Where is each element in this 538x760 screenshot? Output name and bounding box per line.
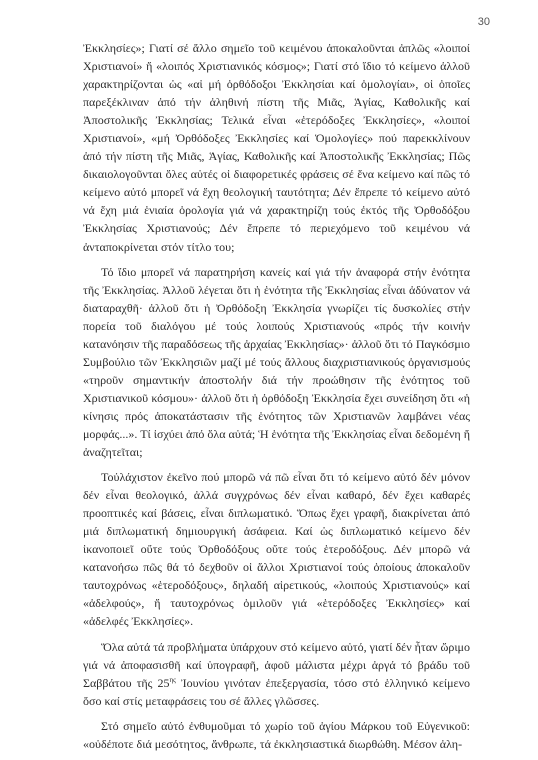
paragraph-1: Ἐκκλησίες»; Γιατί σέ ἄλλο σημεῖο τοῦ κειμένου ἀποκαλοῦνται ἁπλῶς «λοιποί Χριστιανοί» ἤ «λοιπός Χριστιανικός κόσμος»; Γιατί στό ἴδιο τό κείμενο ἀλλοῦ χαρακτηρίζονται ὡς «αἱ μή ὀρθόδοξοι Ἐκκλησίαι καί ὁμολογίαι», οἱ ὁποῖες παρεξέκλιναν ἀπό τήν ἀληθινή πίστη τῆς Μιᾶς, Ἁγίας, Καθολικῆς καί Ἀποστολικῆς Ἐκκλησίας; Τελικά εἶναι «ἑτερόδοξες Ἐκκλησίες», «λοιποί Χριστιανοί», «μή Ὀρθόδοξες Ἐκκλησίες καί Ὁμολογίες» πού παρεκκλίνουν ἀπό τήν πίστη τῆς Μιᾶς, Ἁγίας, Καθολικῆς καί Ἀποστολικῆς Ἐκκλησίας; Πῶς δικαιολογοῦνται ὅλες αὐτές οἱ διαφορετικές φράσεις σέ ἕνα κείμενο καί πῶς τό κείμενο αὐτό μπορεῖ νά ἔχη θεολογική ταυτότητα; Δέν ἔπρεπε τό κείμενο αὐτό νά ἔχη μιά ἑνιαία ὁρολογία γιά νά χαρακτηρίζη τούς ἐκτός τῆς Ὀρθοδόξου Ἐκκλησίας Χριστιανούς; Δέν ἔπρεπε τό περιεχόμενο τοῦ κειμένου νά ἀνταποκρίνεται στόν τίτλο του; [83,41,470,254]
paragraph-4 [83,638,470,710]
ordinal-superscript: ης [169,675,176,684]
body-text [83,39,470,760]
paragraph-3: Τοὐλάχιστον ἐκεῖνο πού μπορῶ νά πῶ εἶναι ὅτι τό κείμενο αὐτό δέν μόνον δέν εἶναι θεολογικό, ἀλλά συγχρόνως δέν εἶναι καθαρό, δέν ἔχει καθαρές προοπτικές καί βάσεις, εἶναι διπλωματικό. Ὅπως ἔχει γραφῆ, διακρίνεται ἀπό μιά διπλωματική δημιουργική ἀσάφεια. Καί ὡς διπλωματικό κείμενο δέν ἱκανοποιεῖ οὔτε τούς Ὀρθοδόξους οὔτε τούς ἑτεροδόξους. Δέν μπορῶ νά κατανοήσω πῶς θά τό δεχθοῦν οἱ ἄλλοι Χριστιανοί τούς ὁποίους ἀποκαλοῦν ταυτοχρόνως «ἑτεροδόξους», δηλαδή αἱρετικούς, «λοιπούς Χριστιανούς» καί «ἀδελφούς», ἤ ταυτοχρόνως ὁμιλοῦν γιά «ἑτερόδοξες Ἐκκλησίες» καί «ἀδελφές Ἐκκλησίες». [83,470,470,629]
paragraph-4-text-before: Ὅλα αὐτά τά προβλήματα ὑπάρχουν στό κείμενο αὐτό, γιατί δέν ἦταν ὥριμο γιά νά ἀποφασισθῆ καί ὑπογραφῆ, ἀφοῦ μάλιστα μέχρι ἀργά τό βράδυ τοῦ Σαββάτου τῆς 25 [83,639,470,690]
paragraph-4-text-after: Ἰουνίου γινόταν ἐπεξεργασία, τόσο στό ἑλληνικό κείμενο ὅσο καί στίς μεταφράσεις του σέ ἄλλες γλῶσσες. [83,675,470,708]
page-number: 30 [477,16,490,28]
paragraph-2: Τό ἴδιο μπορεῖ νά παρατηρήση κανείς καί γιά τήν ἀναφορά στήν ἑνότητα τῆς Ἐκκλησίας. Ἀλλοῦ λέγεται ὅτι ἡ ἑνότητα τῆς Ἐκκλησίας εἶναι ἀδύνατον νά διαταραχθῆ· ἀλλοῦ ὅτι ἡ Ὀρθόδοξη Ἐκκλησία γνωρίζει τίς δυσκολίες στήν πορεία τοῦ διαλόγου μέ τούς λοιπούς Χριστιανούς «πρός τήν κοινήν κατανόησιν τῆς παραδόσεως τῆς ἀρχαίας Ἐκκλησίας»· ἀλλοῦ ὅτι τό Παγκόσμιο Συμβούλιο τῶν Ἐκκλησιῶν μαζί μέ τούς ἄλλους διαχριστιανικούς ὀργανισμούς «τηροῦν σημαντικήν ἀποστολήν διά τήν προώθησιν τῆς ἑνότητος τοῦ Χριστιανικοῦ κόσμου»· ἀλλοῦ ὅτι ἡ ὀρθόδοξη Ἐκκλησία ἔχει συνείδηση ὅτι «ἡ κίνησις πρός ἀποκατάστασιν τῆς ἑνότητος τῶν Χριστιανῶν λαμβάνει νέας μορφάς...». Τί ἰσχύει ἀπό ὅλα αὐτά; Ἡ ἑνότητα τῆς Ἐκκλησίας εἶναι δεδομένη ἤ ἀναζητεῖται; [83,264,470,460]
paragraph-5: Στό σημεῖο αὐτό ἐνθυμοῦμαι τό χωρίο τοῦ ἁγίου Μάρκου τοῦ Εὐγενικοῦ: «οὐδέποτε διά μεσότητος, ἄνθρωπε, τά ἐκκλησιαστικά διωρθώθη. Μέσον ἀλη- [83,718,470,751]
